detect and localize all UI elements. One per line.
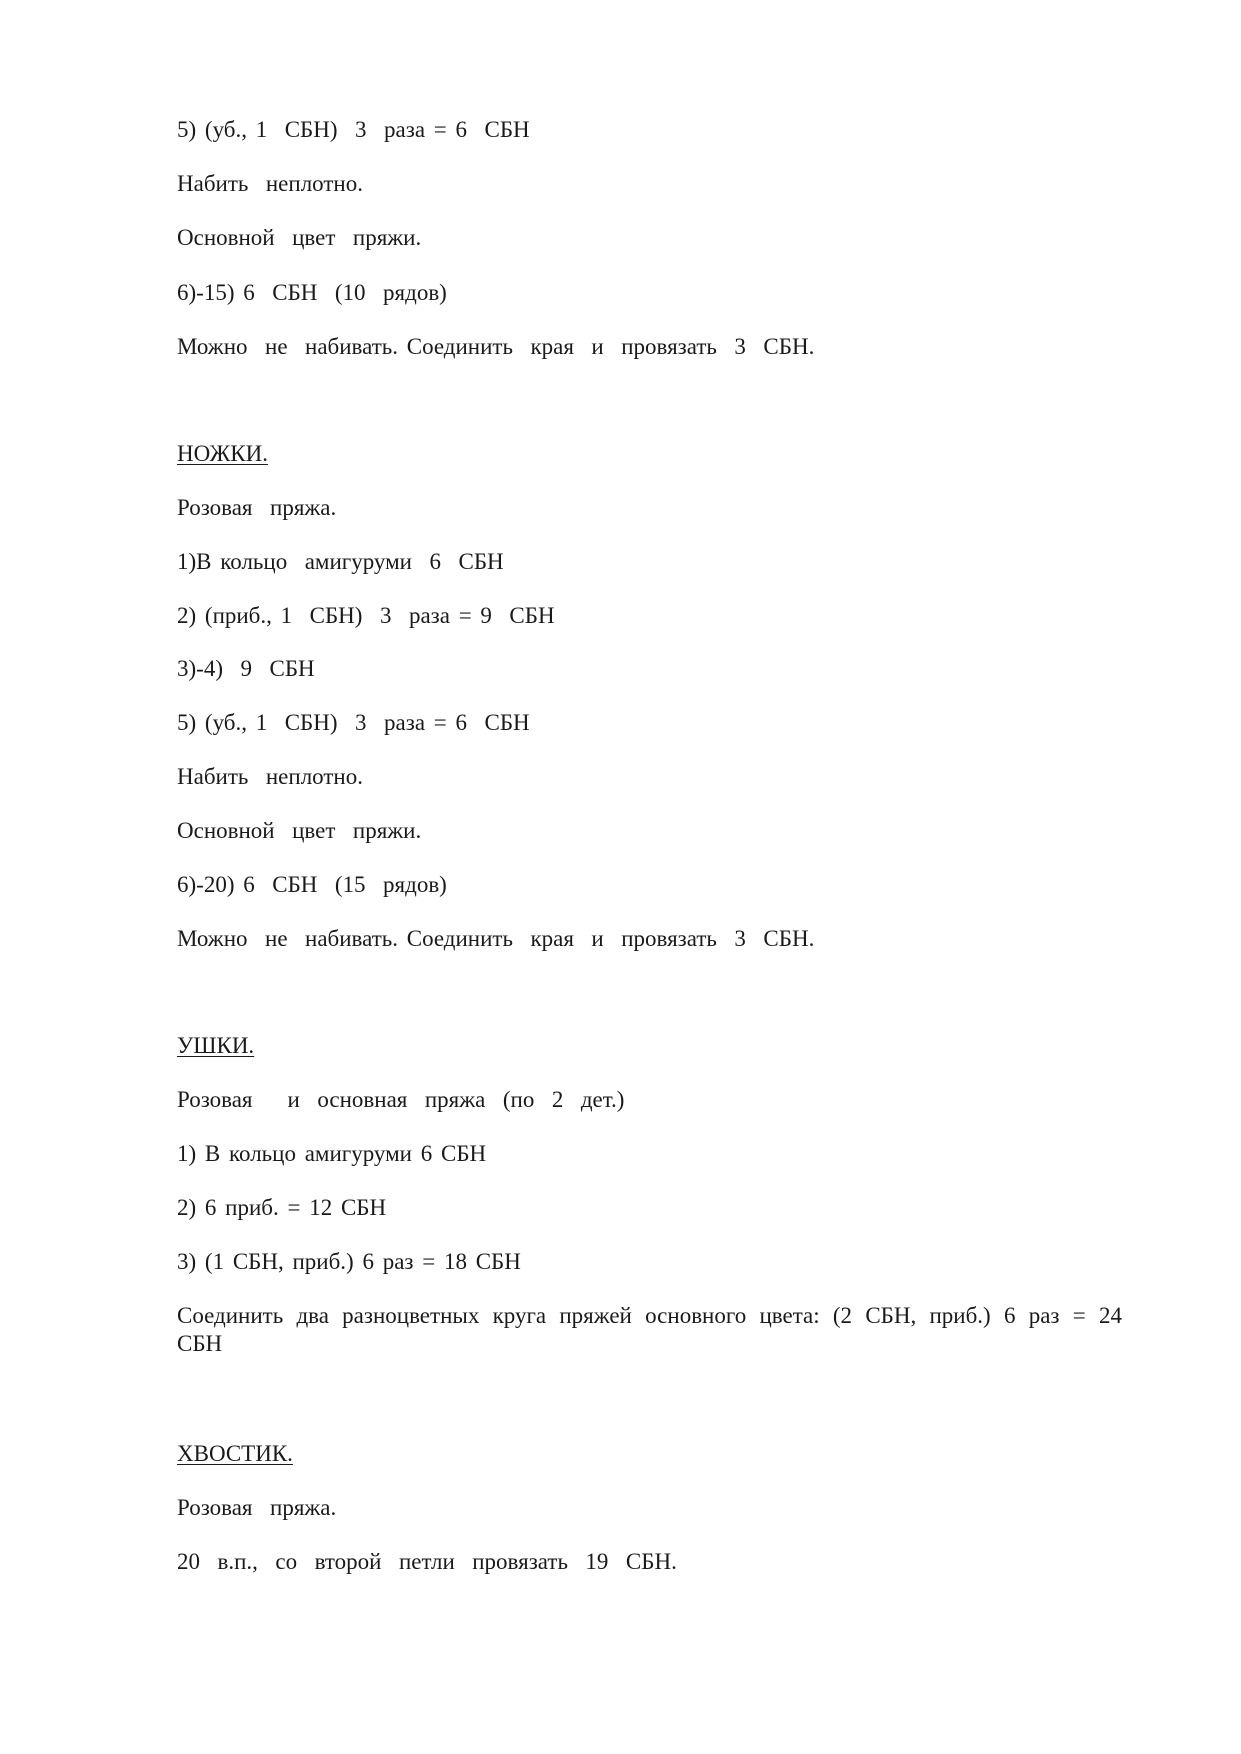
text-line: 2) (приб., 1 СБН) 3 раза = 9 СБН xyxy=(177,603,555,628)
text-line: Набить неплотно. xyxy=(177,764,363,789)
section-heading-legs: НОЖКИ. xyxy=(177,441,268,466)
text-line: 5) (уб., 1 СБН) 3 раза = 6 СБН xyxy=(177,117,530,142)
text-line: 1)В кольцо амигуруми 6 СБН xyxy=(177,549,504,574)
text-line: Набить неплотно. xyxy=(177,171,363,196)
text-line: Можно не набивать. Соединить края и провязать 3 СБН. xyxy=(177,926,815,951)
text-line: 1) В кольцо амигуруми 6 СБН xyxy=(177,1141,487,1166)
text-line: 20 в.п., со второй петли провязать 19 СБН. xyxy=(177,1549,677,1574)
text-line: Розовая и основная пряжа (по 2 дет.) xyxy=(177,1087,625,1112)
text-line: 5) (уб., 1 СБН) 3 раза = 6 СБН xyxy=(177,710,530,735)
text-line: Основной цвет пряжи. xyxy=(177,818,422,843)
text-line: Основной цвет пряжи. xyxy=(177,225,422,250)
text-line: 6)-20) 6 СБН (15 рядов) xyxy=(177,872,447,897)
text-line: Розовая пряжа. xyxy=(177,495,337,520)
text-line: 3)-4) 9 СБН xyxy=(177,656,315,681)
text-line: 3) (1 СБН, приб.) 6 раз = 18 СБН xyxy=(177,1249,521,1274)
text-line: Можно не набивать. Соединить края и провязать 3 СБН. xyxy=(177,334,815,359)
text-line: 2) 6 приб. = 12 СБН xyxy=(177,1195,387,1220)
text-paragraph: Соединить два разноцветных круга пряжей основного цвета: (2 СБН, приб.) 6 раз = 24 СБН xyxy=(177,1303,1122,1356)
text-line: Розовая пряжа. xyxy=(177,1495,337,1520)
text-line: 6)-15) 6 СБН (10 рядов) xyxy=(177,280,447,305)
section-heading-ears: УШКИ. xyxy=(177,1033,255,1058)
section-heading-tail: ХВОСТИК. xyxy=(177,1441,293,1466)
